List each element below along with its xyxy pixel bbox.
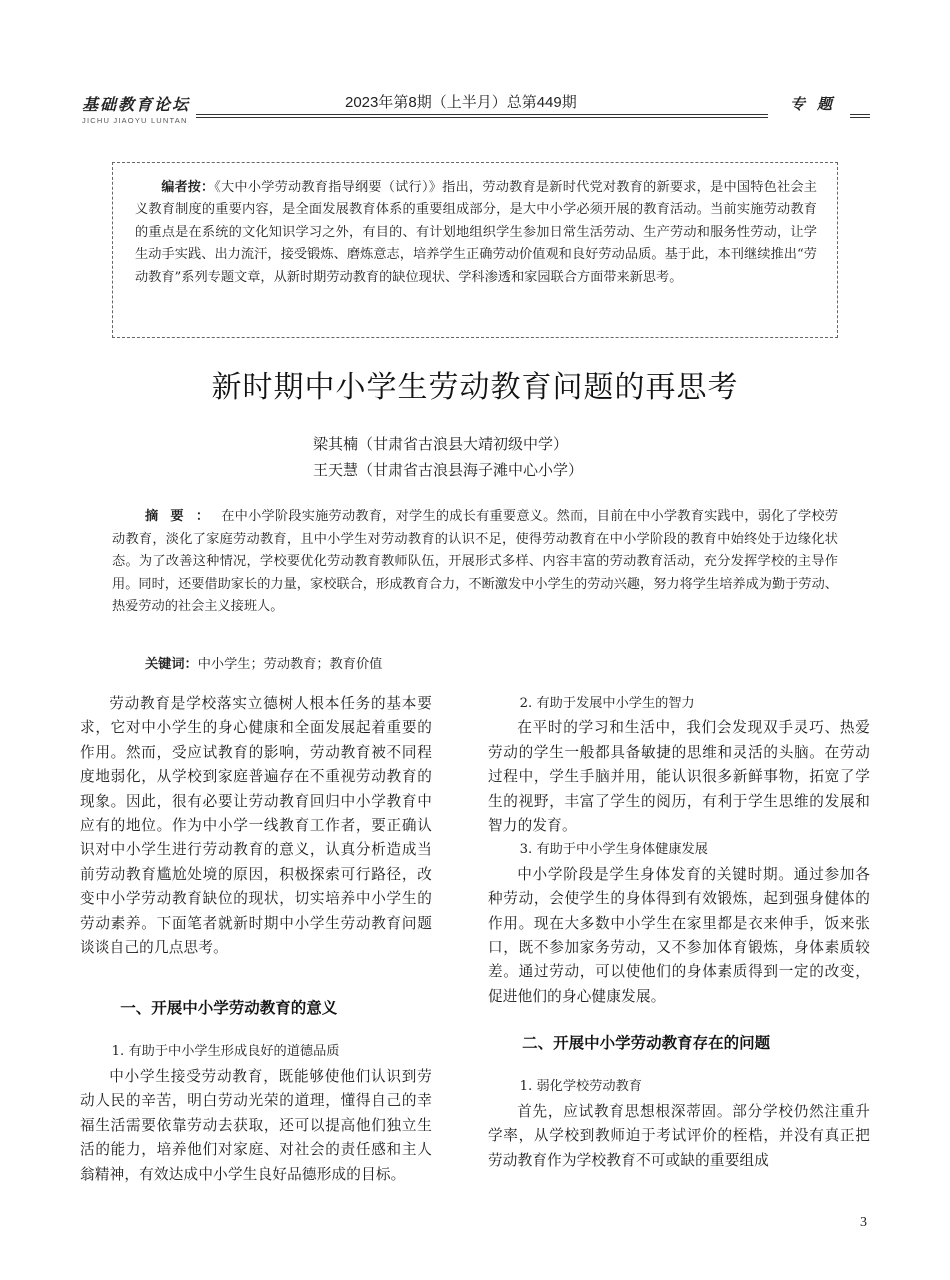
page-number: 3	[860, 1215, 867, 1230]
author-line	[313, 457, 583, 483]
intro-paragraph: 劳动教育是学校落实立德树人根本任务的基本要求，它对中小学生的身心健康和全面发展起着重要的作用。然而，受应试教育的影响，劳动教育被不同程度地弱化，从学校到家庭普遍存在不重视劳动教育的现象。因此，很有必要让劳动教育回归中小学教育中应有的地位。作为中小学一线教育工作者，要正确认识对中小学生进行劳动教育的意义，认真分析造成当前劳动教育尴尬处境的原因，积极探索可行路径，改变中小学劳动教育缺位的现状，切实培养中小学生的劳动素养。下面笔者就新时期中小学生劳动教育问题谈谈自己的几点思考。	[80, 695, 432, 957]
keywords-text: 中小学生；劳动教育；教育价值	[197, 657, 383, 672]
header-rule	[850, 114, 870, 115]
author-list	[313, 431, 583, 483]
column-label: 专题	[790, 95, 845, 113]
section-heading: 二、开展中小学劳动教育存在的问题	[522, 1034, 771, 1053]
body-column-right	[488, 692, 870, 1173]
abstract-text: 在中小学阶段实施劳动教育，对学生的成长有重要意义。然而，目前在中小学教育实践中，弱化了学校劳动教育，淡化了家庭劳动教育，且中小学生对劳动教育的认识不足，使得劳动教育在中小学阶段的教育中始终处于边缘化状态。为了改善这种情况，学校要优化劳动教育教师队伍，开展形式多样、内容丰富的劳动教育活动，充分发挥学校的主导作用。同时，还要借助家长的力量，家校联合，形成教育合力，不断激发中小学生的劳动兴趣，努力将学生培养成为勤于劳动、热爱劳动的社会主义接班人。	[112, 509, 839, 614]
keywords	[145, 653, 382, 672]
body-paragraph: 在平时的学习和生活中，我们会发现双手灵巧、热爱劳动的学生一般都具备敏捷的思维和灵活的头脑。在劳动过程中，学生手脑并用，能认识很多新鲜事物，拓宽了学生的视野，丰富了学生的阅历，有利于学生思维的发展和智力的发育。	[488, 719, 870, 835]
subsection-heading: 2. 有助于发展中小学生的智力	[519, 696, 695, 711]
header-rule	[196, 114, 768, 115]
header-rule	[196, 117, 768, 118]
author-name: 梁其楠	[313, 435, 359, 453]
editor-note-label: 编者按：	[161, 180, 215, 195]
abstract-paragraph	[112, 506, 838, 619]
editor-note-paragraph	[135, 177, 817, 289]
article-title: 新时期中小学生劳动教育问题的再思考	[211, 370, 739, 405]
author-affiliation: （甘肃省古浪县海子滩中心小学）	[358, 461, 584, 479]
author-name: 王天慧	[313, 461, 359, 479]
body-column-left	[80, 692, 432, 1187]
issue-info: 2023年第8期（上半月）总第449期	[345, 94, 577, 111]
subsection-heading: 1. 弱化学校劳动教育	[519, 1079, 642, 1095]
journal-name: 基础教育论坛	[82, 95, 191, 114]
section-heading: 一、开展中小学劳动教育的意义	[120, 999, 338, 1018]
body-paragraph: 首先，应试教育思想根深蒂固。部分学校仍然注重升学率，从学校到教师迫于考试评价的桎梏，并没有真正把劳动教育作为学校教育不可或缺的重要组成	[488, 1102, 870, 1169]
abstract-label: 摘要：	[145, 509, 222, 524]
editor-note-text: 《大中小学劳动教育指导纲要（试行）》指出，劳动教育是新时代党对教育的新要求，是中国特色社会主义教育制度的重要内容，是全面发展教育体系的重要组成部分，是大中小学必须开展的教育活动。当前实施劳动教育的重点是在系统的文化知识学习之外，有目的、有计划地组织学生参加日常生活劳动、生产劳动和服务性劳动，让学生动手实践、出力流汗，接受锻炼、磨炼意志，培养学生正确劳动价值观和良好劳动品质。基于此，本刊继续推出“劳动教育”系列专题文章，从新时期劳动教育的缺位现状、学科渗透和家园联合方面带来新思考。	[135, 180, 817, 285]
author-affiliation: （甘肃省古浪县大靖初级中学）	[358, 435, 569, 453]
journal-logo	[82, 92, 190, 125]
body-paragraph: 中小学阶段是学生身体发育的关键时期。通过参加各种劳动，会使学生的身体得到有效锻炼，起到强身健体的作用。现在大多数中小学生在家里都是衣来伸手，饭来张口，既不参加家务劳动，又不参加体育锻炼，身体素质较差。通过劳动，可以使他们的身体素质得到一定的改变，促进他们的身心健康发展。	[488, 865, 870, 1005]
journal-pinyin: JICHU JIAOYU LUNTAN	[82, 116, 188, 125]
body-paragraph: 中小学生接受劳动教育，既能够使他们认识到劳动人民的辛苦，明白劳动光荣的道理，懂得自己的幸福生活需要依靠劳动去获取，还可以提高他们独立生活的能力，培养他们对家庭、对社会的责任感和主人翁精神，有效达成中小学生良好品德形成的目标。	[80, 1067, 432, 1183]
keywords-label: 关键词：	[145, 657, 198, 672]
header-rule	[850, 117, 870, 118]
subsection-heading: 1. 有助于中小学生形成良好的道德品质	[111, 1044, 340, 1060]
subsection-heading: 3. 有助于中小学生身体健康发展	[519, 842, 708, 858]
author-line	[313, 431, 583, 457]
abstract	[112, 506, 838, 619]
editor-note-box	[112, 162, 838, 338]
